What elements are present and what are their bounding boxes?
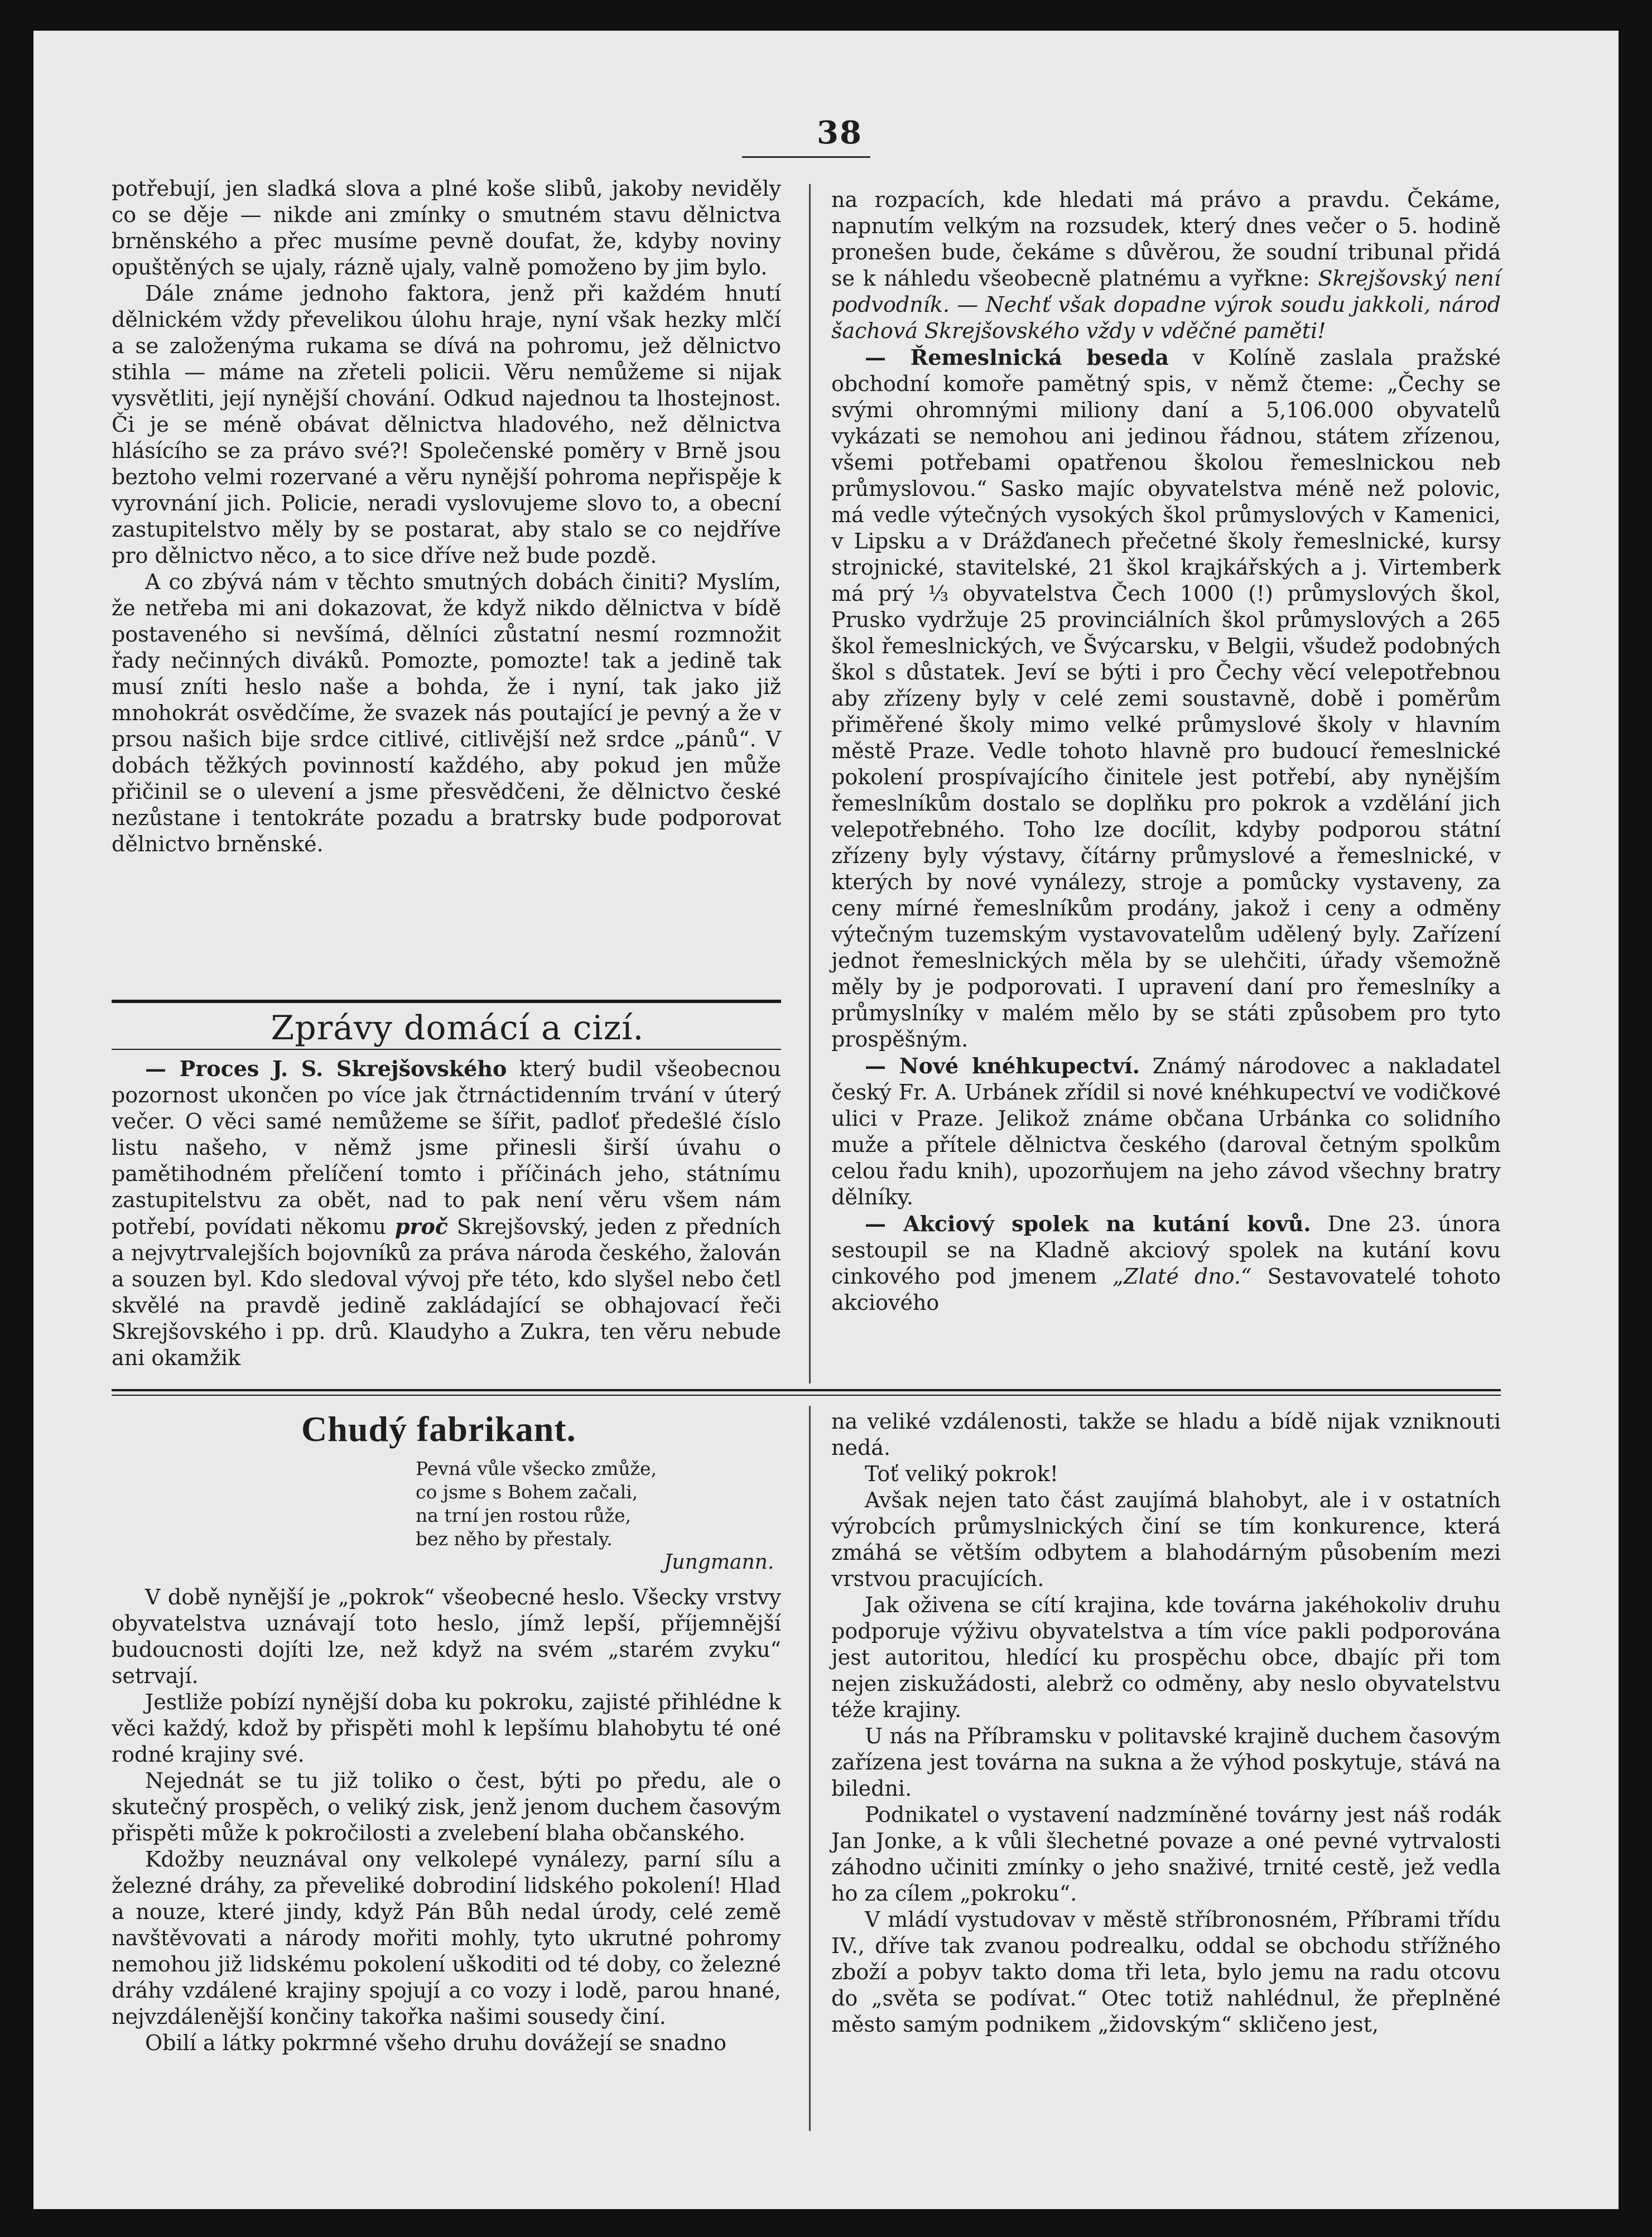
scan-border-right — [1619, 0, 1652, 2237]
paragraph: Dále známe jednoho faktora, jenž při každém hnutí dělnickém vždy převelikou úlohu hraje, nyní však hezky mlčí a se založenýma rukama se dívá na pohromu, jež dělnictvo stihla — máme na zřeteli policii. Věru nemůžeme si nijak vysvětliti, její nynější chování. Odkud najednou ta lhostejnost. Či je se méně obávat dělnictva hladového, než dělnictva hlásícího se za právo své?! Společenské poměry v Brně jsou beztoho velmi rozervané a věru nynější pohroma nepřispěje k vyrovnání jich. Policie, neradi vyslovujeme slovo to, a obecní zastupitelstvo měly by se postarat, aby stalo se co nejdříve pro dělnictvo něco, a to sice dříve než bude pozdě. — [112, 281, 781, 568]
paragraph: potřebují, jen sladká slova a plné koše slibů, jakoby neviděly co se děje — nikde ani zmínky o smutném stavu dělnictva brněnského a přec musíme pevně doufat, že, kdyby noviny opuštěných se ujaly, rázně ujaly, valně pomoženo by jim bylo. — [112, 176, 781, 279]
paragraph: Avšak nejen tato část zaujímá blahobyt, ale i v ostatních výrobcích průmyslnických činí se tím konkurence, která zmáhá se větším odbytem a blahodárným působením mezi vrstvou pracujících. — [831, 1488, 1501, 1591]
article-text: v Kolíně zaslala pražské obchodní komoře pamětný spis, v němž čteme: „Čechy se svými ohromnými miliony daní a 5,106.000 obyvatelů vykázati se nemohou ani jedinou řádnou, státem zřízenou, všemi potřebami opatřenou školou řemeslnickou neb průmyslovou.“ Sasko majíc obyvatelstva méně než polovic, má vedle výtečných vysokých škol průmyslových v Kamenici, v Lipsku a v Drážďanech přečetné školy řemeslnické, kursy strojnické, stavitelské, 21 škol krajkářských a j. Virtemberk má prý ⅓ obyvatelstva Čech 1000 (!) průmyslových škol, Prusko vydržuje 25 provinciálních škol průmyslových a 265 škol řemeslnických, ve Švýcarsku, v Belgii, všudež podobných škol s důstatek. Jeví se býti i pro Čechy věcí velepotřebnou aby zřízeny byly v celé zemi soustavně, době i poměrům přiměřené školy mimo velké průmyslové školy v hlavním městě Praze. Vedle tohoto hlavně pro budoucí řemeslnické pokolení prospívajícího činitele jest potřebí, aby nynějším řemeslníkům dostalo se doplňku pro pokrok a vzdělání jich velepotřebného. Toho lze docílit, kdyby podporou státní zřízeny byly výstavy, čítárny průmyslové a řemeslnické, v kterých by nové vynálezy, stroje a pomůcky vystaveny, za ceny mírné řemeslníkům prodány, jakož i ceny a odměny výtečným tuzemským vystavovatelům udělený byly. Zařízení jednot řemeslnických měla by se ulehčiti, úřady všemožně měly by je podporovati. I upravení daní pro řemeslníky a průmyslníky v malém mělo by se státi způsobem pro tyto prospěšným. — [831, 345, 1501, 1052]
article-lead: — Akciový spolek na kutání kovů. — [865, 1211, 1311, 1236]
article-emphasis: proč — [394, 1214, 448, 1239]
paragraph: Jak oživena se cítí krajina, kde továrna jakéhokoliv druhu podporuje výživu obyvatelstva a tím více pakli podporována jest autoritou, hledící ku prospěchu obce, dbajíc při tom nejen ziskužádosti, alebrž co odměny, aby neslo obyvatelstvu téže krajiny. — [831, 1593, 1501, 1722]
section-heading: Zprávy domácí a cizí. — [271, 1009, 644, 1048]
paragraph: U nás na Příbramsku v politavské krajině duchem časovým zařízena jest továrna na sukna a že výhod poskytuje, stává na biledni. — [831, 1724, 1501, 1801]
paragraph: V mládí vystudovav v městě stříbronosném, Příbrami třídu IV., dříve tak zvanou podrealku, oddal se obchodu střížného zboží a pobyv takto doma tři leta, bylo jemu na radu otcovu do „světa se podívat.“ Otec totiž nahlédnul, že přeplněné město samým podnikem „židovským“ skličeno jest, — [831, 1907, 1501, 2037]
feuilleton-right-column — [831, 1409, 1501, 2038]
section-rule-thin — [112, 1049, 781, 1050]
column-divider — [809, 184, 811, 1383]
page-number-rule — [742, 156, 870, 158]
article-lead: — Nové knéhkupectví. — [865, 1053, 1140, 1078]
paragraph: Kdožby neuznával ony velkolepé vynálezy, parní sílu a železné dráhy, za převeliké dobrodiní lidského pokolení! Hlad a nouze, které jindy, když Pán Bůh nedal úrody, celé země navštěvovati a národy mořiti mohly, tyto ukrutné pohromy nemohou již lidskému pokolení uškoditi od té doby, co železné dráhy vzdálené krajiny spojují a co vozy i lodě, parou hnané, nejvzdálenější končiny takořka našimi sousedy činí. — [112, 1847, 781, 2029]
feuilleton-rule-thin — [112, 1395, 1501, 1396]
scan-border-left — [0, 0, 33, 2237]
column-divider — [809, 1406, 811, 2131]
feuilleton-left-column — [112, 1584, 781, 2056]
article-text: Známý národovec a nakladatel český Fr. A. Urbánek zřídil si nové knéhkupectví ve vodičkové ulici v Praze. Jelikož známe občana Urbánka co solidního muže a přítele dělnictva českého (daroval četným spolkům celou řadu knih), upozorňujem na jeho závod všechny bratry dělníky. — [831, 1054, 1501, 1209]
paragraph: Toť veliký pokrok! — [865, 1462, 1059, 1486]
article-lead: — Proces J. S. Skrejšovského — [145, 1056, 507, 1081]
article-text: Dne 23. února sestoupil se na Kladně akciový spolek na kutání kovu cinkového pod jmenem — [831, 1212, 1501, 1289]
feuilleton-title: Chudý fabrikant. — [301, 1409, 576, 1449]
paragraph: A co zbývá nám v těchto smutných dobách činiti? Myslím, že netřeba mi ani dokazovat, že když nikdo dělnictva v bídě postaveného si nevšímá, dělníci zůstatní nesmí rozmnožit řady nečinných diváků. Pomozte, pomozte! tak a jedině tak musí zníti heslo naše a bohda, že i nyní, tak jako již mnohokrát osvědčíme, že svazek nás poutající je pevný a že v prsou našich bije srdce citlivé, citlivější než srdce „pánů“. V dobách těžkých povinností každého, aby pokud jen může přičinil se o ulevení a jsme přesvědčeni, že dělnictvo české nezůstane i tentokráte pozadu a bratrsky bude podporovat dělnictvo brněnské. — [112, 570, 781, 856]
scan-border-top — [0, 0, 1652, 31]
paragraph: na veliké vzdálenosti, takže se hladu a bídě nijak vzniknouti nedá. — [831, 1409, 1501, 1460]
paragraph: Jestliže pobízí nynější doba ku pokroku, zajisté přihlédne k věci každý, kdož by přispěti mohl k lepšímu blahobytu té oné rodné krajiny své. — [112, 1690, 781, 1767]
page-number: 38 — [817, 114, 863, 151]
article-proces — [112, 1055, 781, 1371]
article-lead: — Řemeslnická beseda — [865, 345, 1169, 370]
right-column-top — [831, 187, 1501, 1316]
epigraph-poem — [416, 1457, 657, 1551]
left-column-top — [112, 176, 781, 857]
paragraph: V době nynější je „pokrok“ všeobecné heslo. Všecky vrstvy obyvatelstva uznávají toto heslo, jímž lepší, příjemnější budoucnosti dojíti lze, než když na svém „starém zvyku“ setrvají. — [112, 1585, 781, 1688]
poem-line: co jsme s Bohem začali, — [416, 1481, 638, 1503]
paragraph-emphasis: Skrejšovský není podvodník. — Nechť však dopadne výrok soudu jakkoli, národ šachová Skrejšovského vždy v vděčné paměti! — [831, 266, 1501, 343]
poem-line: bez něho by přestaly. — [416, 1528, 613, 1550]
poem-author: Jungmann. — [664, 1551, 774, 1574]
poem-line: Pevná vůle všecko zmůže, — [416, 1458, 657, 1479]
paragraph-text: na rozpacích, kde hledati má právo a pravdu. Čekáme, napnutím velkým na rozsudek, který dnes večer o 5. hodině pronešen bude, čekáme s důvěrou, že soudní tribunal přidá se k náhledu všeobecně platnému a vyřkne: — [831, 187, 1501, 291]
article-text: který budil všeobecnou pozornost ukončen po více jak čtrnáctidenním trvání v úterý večer. O věci samé nemůžeme se šířit, padloť předešlé číslo listu našeho, v němž jsme přinesli širší úvahu o pamětihodném přelíčení tomto i příčinách jeho, státnímu zastupitelstvu za obět, nad to pak není věru všem nám potřebí, povídati někomu — [112, 1057, 781, 1239]
feuilleton-rule — [112, 1389, 1501, 1391]
poem-line: na trní jen rostou růže, — [416, 1505, 632, 1526]
section-rule — [112, 1000, 781, 1003]
article-emphasis: „Zlaté dno.“ — [1112, 1264, 1252, 1289]
article-text: Skrejšovský, jeden z předních a nejvytrvalejších bojovníků za práva národa českého, žalován a souzen byl. Kdo sledoval vývoj pře této, kdo slyšel nebo četl skvělé na pravdě jedině zakládající se obhajovací řeči Skrejšovského i pp. drů. Klaudyho a Zukra, ten věru nebude ani okamžik — [112, 1214, 781, 1370]
article-text: Sestavovatelé tohoto akciového — [831, 1264, 1501, 1315]
scan-border-bottom — [0, 2209, 1652, 2237]
paragraph: Obilí a látky pokrmné všeho druhu dovážejí se snadno — [145, 2031, 726, 2055]
paragraph: Podnikatel o vystavení nadzmíněné továrny jest náš rodák Jan Jonke, a k vůli šlechetné povaze a oné pevné vytrvalosti záhodno učiniti zmínky o jeho snaživé, trnité cestě, jež vedla ho za cílem „pokroku“. — [831, 1802, 1501, 1906]
paragraph: Nejednát se tu již toliko o čest, býti po předu, ale o skutečný prospěch, o veliký zisk, jenž jenom duchem časovým přispěti může k pokročilosti a zvelebení blaha občanského. — [112, 1768, 781, 1845]
